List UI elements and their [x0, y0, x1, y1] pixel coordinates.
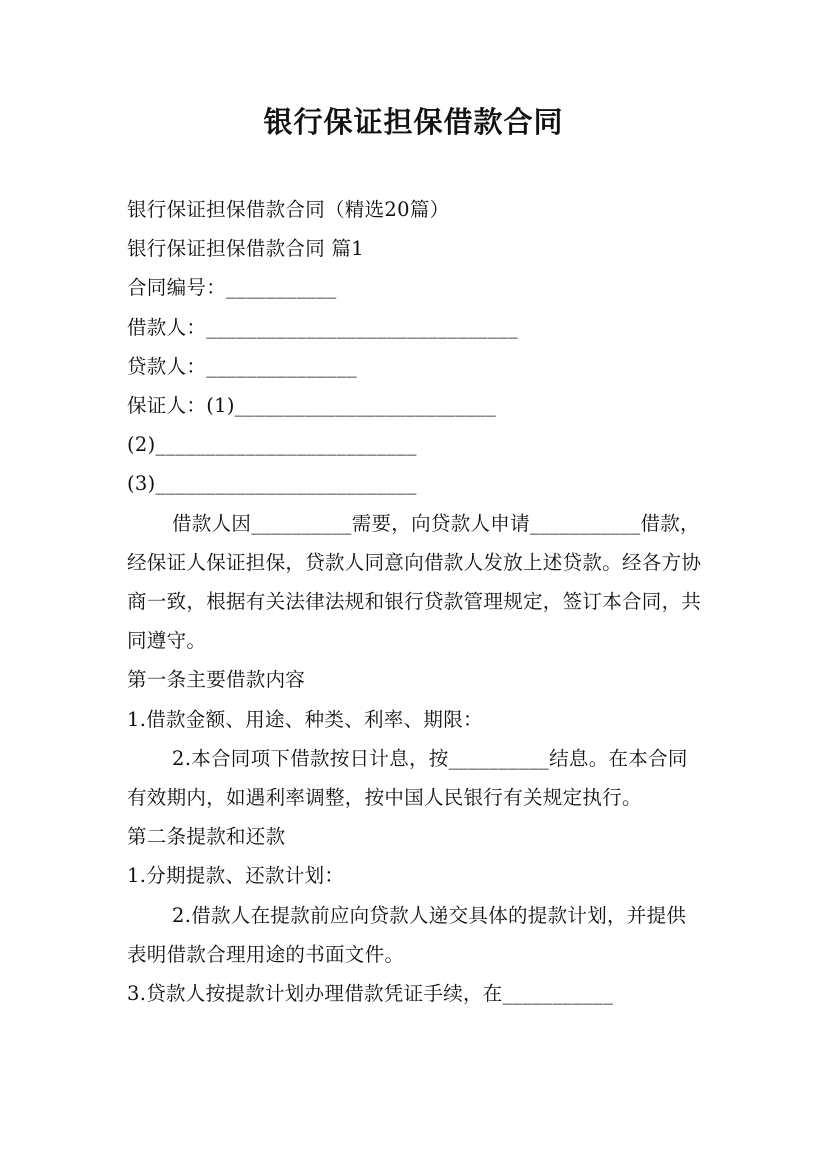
- guarantor-field-2: (2)__________________________: [127, 433, 417, 457]
- borrower-field: 借款人：_______________________________: [127, 315, 518, 339]
- article-1-item-2: 2.本合同项下借款按日计息，按__________结息。在本合同有效期内，如遇利率调整，按中国人民银行有关规定执行。: [127, 746, 688, 810]
- document-title: 银行保证担保借款合同: [263, 105, 564, 139]
- preamble-paragraph: 借款人因__________需要，向贷款人申请___________借款，经保证人保证担保，贷款人同意向借款人发放上述贷款。经各方协商一致，根据有关法律法规和银行贷款管理规定，签订本合同，共同遵守。: [127, 511, 702, 653]
- contract-number-field: 合同编号：___________: [127, 276, 337, 300]
- lender-field: 贷款人：_______________: [127, 354, 357, 378]
- guarantor-field-1: 保证人：(1)__________________________: [127, 394, 497, 418]
- article-2-item-2: 2.借款人在提款前应向贷款人递交具体的提款计划，并提供表明借款合理用途的书面文件。: [127, 903, 687, 966]
- article-1-heading: 第一条主要借款内容: [127, 668, 306, 692]
- section-heading: 银行保证担保借款合同 篇1: [127, 237, 365, 261]
- article-2-item-3: 3.贷款人按提款计划办理借款凭证手续，在___________: [127, 982, 614, 1006]
- document-subtitle: 银行保证担保借款合同（精选20篇）: [127, 198, 450, 221]
- document-body: [127, 190, 705, 1013]
- article-2-item-1: 1.分期提款、还款计划：: [127, 864, 345, 888]
- guarantor-field-3: (3)__________________________: [127, 472, 417, 496]
- article-2-heading: 第二条提款和还款: [127, 825, 286, 849]
- article-1-item-1: 1.借款金额、用途、种类、利率、期限：: [127, 707, 483, 731]
